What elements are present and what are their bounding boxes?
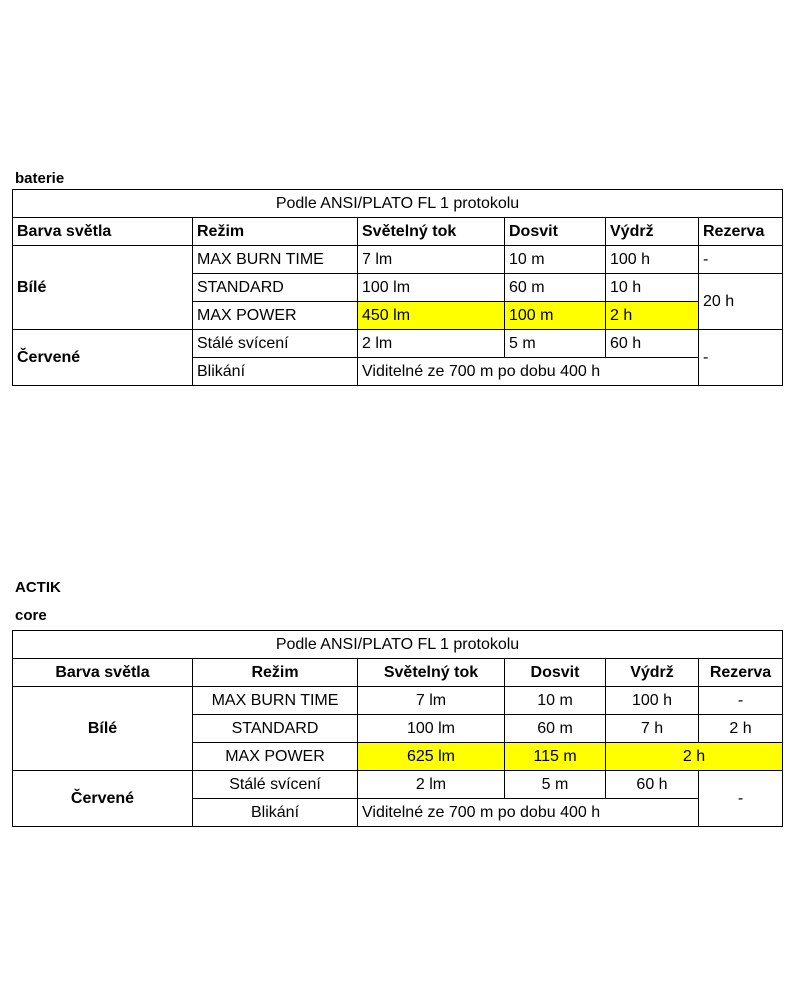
flux-cell: 100 lm (358, 274, 505, 302)
header-range: Dosvit (505, 218, 606, 246)
header-runtime: Výdrž (606, 218, 699, 246)
runtime-cell: 60 h (606, 771, 699, 799)
header-reserve: Rezerva (699, 659, 783, 687)
reserve-cell-red: - (699, 330, 783, 386)
table-caption: Podle ANSI/PLATO FL 1 protokolu (13, 190, 783, 218)
mode-cell: STANDARD (193, 274, 358, 302)
color-label-white: Bílé (13, 687, 193, 771)
flux-cell: 2 lm (358, 330, 505, 358)
header-flux: Světelný tok (358, 659, 505, 687)
runtime-cell: 60 h (606, 330, 699, 358)
mode-cell: STANDARD (193, 715, 358, 743)
blink-span-cell: Viditelné ze 700 m po dobu 400 h (358, 799, 699, 827)
header-mode: Režim (193, 659, 358, 687)
spec-table-baterie (12, 189, 783, 386)
header-color: Barva světla (13, 659, 193, 687)
mode-cell: Stálé svícení (193, 330, 358, 358)
header-flux: Světelný tok (358, 218, 505, 246)
header-runtime: Výdrž (606, 659, 699, 687)
table-row (13, 330, 783, 358)
header-reserve: Rezerva (699, 218, 783, 246)
runtime-cell: 7 h (606, 715, 699, 743)
reserve-cell: - (699, 687, 783, 715)
section-title-actik: ACTIK (15, 579, 61, 596)
section-title-baterie: baterie (15, 170, 65, 187)
mode-cell: MAX POWER (193, 743, 358, 771)
mode-cell: Blikání (193, 799, 358, 827)
reserve-cell: - (699, 246, 783, 274)
table-header-row (13, 218, 783, 246)
mode-cell: Blikání (193, 358, 358, 386)
flux-cell-highlighted: 625 lm (358, 743, 505, 771)
header-mode: Režim (193, 218, 358, 246)
spec-table-actik-core (12, 630, 783, 827)
runtime-cell: 100 h (606, 246, 699, 274)
flux-cell: 100 lm (358, 715, 505, 743)
range-cell-highlighted: 100 m (505, 302, 606, 330)
mode-cell: MAX POWER (193, 302, 358, 330)
range-cell: 5 m (505, 330, 606, 358)
table-header-row (13, 659, 783, 687)
color-label-white: Bílé (13, 246, 193, 330)
flux-cell-highlighted: 450 lm (358, 302, 505, 330)
reserve-cell-shared: 20 h (699, 274, 783, 330)
reserve-cell: 2 h (699, 715, 783, 743)
range-cell-highlighted: 115 m (505, 743, 606, 771)
color-label-red: Červené (13, 771, 193, 827)
runtime-reserve-cell-highlighted: 2 h (606, 743, 783, 771)
mode-cell: MAX BURN TIME (193, 246, 358, 274)
runtime-cell-highlighted: 2 h (606, 302, 699, 330)
reserve-cell-red: - (699, 771, 783, 827)
flux-cell: 7 lm (358, 246, 505, 274)
table-row (13, 687, 783, 715)
flux-cell: 7 lm (358, 687, 505, 715)
table-row (13, 246, 783, 274)
color-label-red: Červené (13, 330, 193, 386)
table-caption-row (13, 631, 783, 659)
blink-span-cell: Viditelné ze 700 m po dobu 400 h (358, 358, 699, 386)
mode-cell: Stálé svícení (193, 771, 358, 799)
table-caption-row (13, 190, 783, 218)
header-color: Barva světla (13, 218, 193, 246)
runtime-cell: 10 h (606, 274, 699, 302)
table-row (13, 771, 783, 799)
range-cell: 5 m (505, 771, 606, 799)
runtime-cell: 100 h (606, 687, 699, 715)
range-cell: 60 m (505, 715, 606, 743)
range-cell: 10 m (505, 246, 606, 274)
table-caption: Podle ANSI/PLATO FL 1 protokolu (13, 631, 783, 659)
section-title-core: core (15, 607, 47, 624)
range-cell: 60 m (505, 274, 606, 302)
flux-cell: 2 lm (358, 771, 505, 799)
header-range: Dosvit (505, 659, 606, 687)
mode-cell: MAX BURN TIME (193, 687, 358, 715)
range-cell: 10 m (505, 687, 606, 715)
